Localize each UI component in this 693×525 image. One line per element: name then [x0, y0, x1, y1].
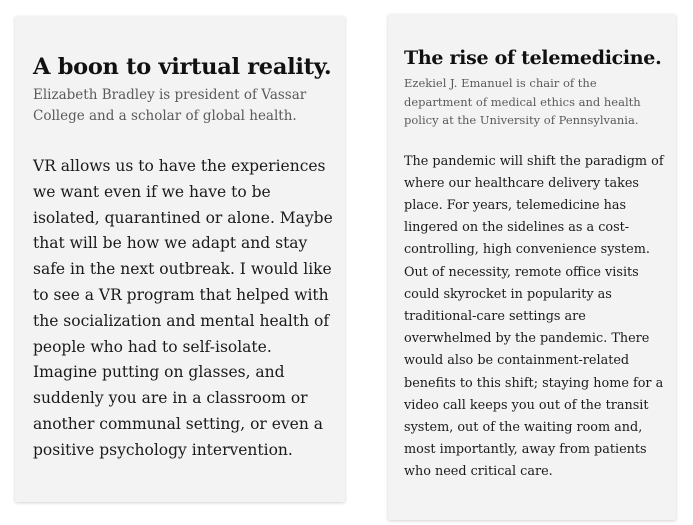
article-byline: Elizabeth Bradley is president of Vassar College and a scholar of global health.	[33, 87, 307, 124]
article-byline: Ezekiel J. Emanuel is chair of the department of medical ethics and health policy at the University of Pennsylvania.	[404, 76, 641, 127]
article-headline: The rise of telemedicine.	[404, 47, 662, 69]
article-body: VR allows us to have the experiences we want even if we have to be isolated, quarantined or alone. Maybe that will be how we adapt and stay safe in the next outbreak. I would like to see a VR program that helped with the socialization and mental health of people who had to self-isolate. Imagine putting on glasses, and suddenly you are in a classroom or another communal setting, or even a positive psychology intervention.	[33, 157, 333, 459]
article-card-virtual-reality	[15, 16, 345, 502]
article-body: The pandemic will shift the paradigm of where our healthcare delivery takes place. For years, telemedicine has lingered on the sidelines as a cost-controlling, high convenience system. Out of necessity, remote office visits could skyrocket in popularity as traditional-care settings are overwhelmed by the pandemic. There would also be containment-related benefits to this shift; staying home for a video call keeps you out of the transit system, out of the waiting room and, most importantly, away from patients who need critical care.	[404, 153, 664, 480]
article-headline: A boon to virtual reality.	[33, 54, 332, 80]
article-card-telemedicine	[388, 14, 676, 520]
